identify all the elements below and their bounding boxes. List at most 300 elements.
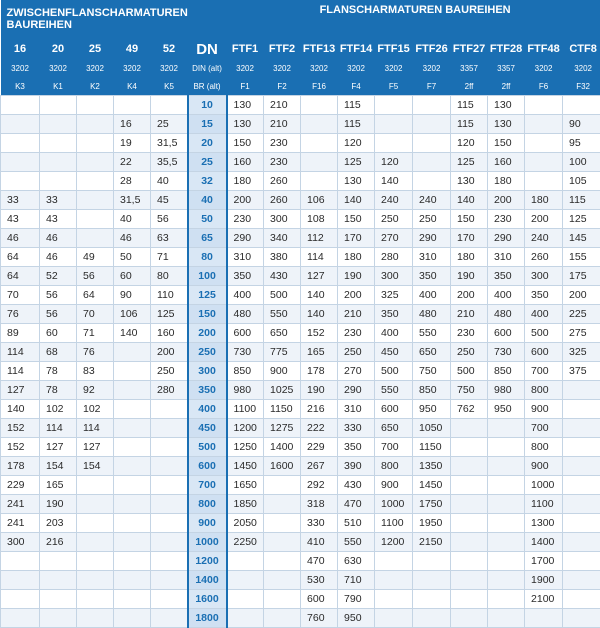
dn-cell: 1200 (188, 552, 227, 571)
table-cell: 160 (151, 324, 188, 343)
table-cell: 375 (563, 362, 600, 381)
table-cell (40, 552, 77, 571)
column-br: BR (alt) (188, 77, 227, 96)
table-cell (413, 590, 451, 609)
table-cell (77, 96, 114, 115)
table-cell: 150 (227, 134, 264, 153)
table-cell: 178 (1, 457, 40, 476)
table-cell: 56 (40, 305, 77, 324)
series-name-row (1, 77, 600, 96)
table-cell: 900 (525, 400, 563, 419)
table-cell: 229 (1, 476, 40, 495)
table-cell: 430 (338, 476, 375, 495)
table-cell: 140 (301, 286, 338, 305)
table-cell: 22 (114, 153, 151, 172)
table-cell (77, 115, 114, 134)
table-row (1, 343, 600, 362)
table-cell (451, 438, 488, 457)
column-din: 3202 (151, 60, 188, 77)
table-cell: 750 (451, 381, 488, 400)
table-cell (114, 438, 151, 457)
table-cell (40, 590, 77, 609)
table-cell (114, 343, 151, 362)
table-row (1, 419, 600, 438)
table-cell (413, 609, 451, 628)
table-cell: 43 (1, 210, 40, 229)
table-cell: 165 (301, 343, 338, 362)
table-cell: 56 (40, 286, 77, 305)
table-cell: 50 (114, 248, 151, 267)
table-cell (227, 571, 264, 590)
table-cell: 240 (413, 191, 451, 210)
table-cell: 1700 (525, 552, 563, 571)
table-cell: 700 (525, 362, 563, 381)
table-cell: 1950 (413, 514, 451, 533)
table-cell: 46 (1, 229, 40, 248)
column-din: 3202 (563, 60, 600, 77)
table-cell: 140 (375, 172, 413, 191)
table-cell: 775 (264, 343, 301, 362)
table-cell: 240 (375, 191, 413, 210)
table-cell (114, 552, 151, 571)
table-cell (563, 381, 600, 400)
table-cell: 31,5 (151, 134, 188, 153)
table-cell (563, 476, 600, 495)
table-cell: 76 (1, 305, 40, 324)
column-code: FTF2 (264, 38, 301, 60)
table-cell: 210 (264, 96, 301, 115)
table-cell (114, 495, 151, 514)
table-cell: 210 (264, 115, 301, 134)
table-cell (40, 134, 77, 153)
table-cell: 180 (525, 191, 563, 210)
table-cell: 33 (40, 191, 77, 210)
table-cell: 530 (301, 571, 338, 590)
column-br: F7 (413, 77, 451, 96)
table-cell: 114 (1, 362, 40, 381)
table-cell: 105 (563, 172, 600, 191)
table-cell: 114 (301, 248, 338, 267)
table-cell (77, 191, 114, 210)
column-din: 3202 (525, 60, 563, 77)
table-cell (40, 172, 77, 191)
table-cell: 1150 (413, 438, 451, 457)
table-cell: 290 (413, 229, 451, 248)
column-br: F6 (525, 77, 563, 96)
table-cell: 78 (40, 362, 77, 381)
table-cell: 152 (301, 324, 338, 343)
table-row (1, 229, 600, 248)
column-code: FTF14 (338, 38, 375, 60)
table-cell: 125 (563, 210, 600, 229)
table-cell (40, 96, 77, 115)
table-cell: 127 (301, 267, 338, 286)
table-cell (77, 609, 114, 628)
column-din: 3202 (1, 60, 40, 77)
table-cell: 125 (451, 153, 488, 172)
table-cell: 600 (525, 343, 563, 362)
table-cell: 290 (338, 381, 375, 400)
table-cell (1, 172, 40, 191)
table-cell (264, 514, 301, 533)
table-cell: 1000 (525, 476, 563, 495)
dn-cell: 1600 (188, 590, 227, 609)
table-cell: 1050 (413, 419, 451, 438)
table-cell: 480 (413, 305, 451, 324)
table-cell (413, 552, 451, 571)
table-cell: 190 (40, 495, 77, 514)
table-cell (151, 476, 188, 495)
dn-cell: 450 (188, 419, 227, 438)
table-cell: 222 (301, 419, 338, 438)
table-cell: 150 (451, 210, 488, 229)
table-cell (1, 590, 40, 609)
table-row (1, 533, 600, 552)
table-cell: 155 (563, 248, 600, 267)
column-br: 2ff (488, 77, 525, 96)
table-cell: 28 (114, 172, 151, 191)
table-cell (488, 533, 525, 552)
table-cell: 1300 (525, 514, 563, 533)
table-cell (375, 571, 413, 590)
group-header-spacer (188, 0, 227, 38)
dn-cell: 350 (188, 381, 227, 400)
table-cell (375, 134, 413, 153)
table-cell: 318 (301, 495, 338, 514)
table-cell: 130 (338, 172, 375, 191)
table-cell: 1100 (525, 495, 563, 514)
table-cell (227, 590, 264, 609)
table-cell: 1025 (264, 381, 301, 400)
dn-cell: 40 (188, 191, 227, 210)
table-cell: 200 (151, 343, 188, 362)
table-cell: 270 (338, 362, 375, 381)
table-cell: 400 (375, 324, 413, 343)
table-cell (151, 609, 188, 628)
table-cell: 16 (114, 115, 151, 134)
dn-cell: 20 (188, 134, 227, 153)
table-cell: 114 (40, 419, 77, 438)
column-br: F2 (264, 77, 301, 96)
table-row (1, 172, 600, 191)
table-cell: 19 (114, 134, 151, 153)
table-cell: 108 (301, 210, 338, 229)
table-cell: 106 (301, 191, 338, 210)
table-cell: 325 (563, 343, 600, 362)
table-cell: 2250 (227, 533, 264, 552)
table-cell: 40 (151, 172, 188, 191)
table-cell: 800 (525, 438, 563, 457)
table-cell (563, 514, 600, 533)
table-cell: 300 (525, 267, 563, 286)
table-cell (413, 134, 451, 153)
table-cell: 480 (488, 305, 525, 324)
table-row (1, 571, 600, 590)
table-cell (227, 552, 264, 571)
table-cell (413, 571, 451, 590)
table-cell: 710 (338, 571, 375, 590)
table-cell: 300 (375, 267, 413, 286)
table-cell: 60 (40, 324, 77, 343)
table-cell: 310 (413, 248, 451, 267)
table-cell (451, 590, 488, 609)
column-code: FTF28 (488, 38, 525, 60)
table-cell: 650 (264, 324, 301, 343)
table-cell (451, 457, 488, 476)
column-code: FTF48 (525, 38, 563, 60)
table-cell: 350 (413, 267, 451, 286)
table-cell: 380 (264, 248, 301, 267)
table-cell: 120 (375, 153, 413, 172)
table-cell: 200 (525, 210, 563, 229)
table-cell (40, 115, 77, 134)
table-cell: 850 (227, 362, 264, 381)
table-cell: 1900 (525, 571, 563, 590)
table-cell: 152 (1, 438, 40, 457)
table-cell: 112 (301, 229, 338, 248)
table-cell: 56 (77, 267, 114, 286)
table-cell: 390 (338, 457, 375, 476)
table-cell (488, 514, 525, 533)
table-cell: 267 (301, 457, 338, 476)
table-cell (114, 609, 151, 628)
dn-cell: 200 (188, 324, 227, 343)
table-cell: 650 (413, 343, 451, 362)
table-cell: 115 (451, 96, 488, 115)
table-cell: 130 (488, 115, 525, 134)
column-br: K5 (151, 77, 188, 96)
table-row (1, 210, 600, 229)
table-cell: 250 (151, 362, 188, 381)
dn-cell: 50 (188, 210, 227, 229)
table-cell (264, 609, 301, 628)
table-cell (40, 153, 77, 172)
table-cell: 600 (488, 324, 525, 343)
table-cell: 64 (1, 248, 40, 267)
column-din: 3202 (375, 60, 413, 77)
table-cell: 950 (338, 609, 375, 628)
dn-cell: 800 (188, 495, 227, 514)
table-cell (563, 438, 600, 457)
table-cell: 160 (488, 153, 525, 172)
table-row (1, 552, 600, 571)
column-din: 3202 (413, 60, 451, 77)
table-cell: 120 (451, 134, 488, 153)
table-cell: 260 (525, 248, 563, 267)
table-cell: 730 (227, 343, 264, 362)
table-cell: 800 (525, 381, 563, 400)
table-cell (563, 495, 600, 514)
table-cell (77, 590, 114, 609)
table-cell (114, 362, 151, 381)
column-code: DN (188, 38, 227, 60)
table-cell: 300 (264, 210, 301, 229)
table-cell: 216 (301, 400, 338, 419)
table-cell: 46 (114, 229, 151, 248)
table-cell: 70 (1, 286, 40, 305)
column-br: F16 (301, 77, 338, 96)
dn-cell: 25 (188, 153, 227, 172)
column-din: 3202 (40, 60, 77, 77)
table-cell: 400 (413, 286, 451, 305)
table-cell: 400 (488, 286, 525, 305)
table-cell: 292 (301, 476, 338, 495)
table-cell (375, 115, 413, 134)
dn-cell: 100 (188, 267, 227, 286)
table-cell: 100 (563, 153, 600, 172)
group-header-flansch: FLANSCHARMATUREN BAUREIHEN (227, 0, 600, 38)
dn-cell: 10 (188, 96, 227, 115)
table-cell (114, 400, 151, 419)
table-cell (301, 134, 338, 153)
table-cell: 250 (451, 343, 488, 362)
table-cell (114, 381, 151, 400)
table-cell: 190 (338, 267, 375, 286)
table-cell (301, 96, 338, 115)
column-br: K3 (1, 77, 40, 96)
table-cell: 190 (301, 381, 338, 400)
table-cell: 130 (451, 172, 488, 191)
table-cell (1, 115, 40, 134)
table-cell: 430 (264, 267, 301, 286)
table-cell: 230 (264, 134, 301, 153)
table-cell: 250 (338, 343, 375, 362)
column-br: F5 (375, 77, 413, 96)
table-cell (525, 153, 563, 172)
column-br: F1 (227, 77, 264, 96)
table-cell (525, 609, 563, 628)
table-row (1, 514, 600, 533)
table-cell (451, 552, 488, 571)
dn-cell: 600 (188, 457, 227, 476)
table-cell: 260 (264, 191, 301, 210)
table-cell (451, 495, 488, 514)
table-cell: 154 (40, 457, 77, 476)
table-cell: 550 (413, 324, 451, 343)
table-cell: 60 (114, 267, 151, 286)
table-cell (1, 609, 40, 628)
table-row (1, 438, 600, 457)
table-cell: 1150 (264, 400, 301, 419)
table-cell: 127 (1, 381, 40, 400)
table-cell: 630 (338, 552, 375, 571)
table-cell: 350 (227, 267, 264, 286)
table-cell (151, 419, 188, 438)
table-cell: 180 (338, 248, 375, 267)
table-cell (451, 419, 488, 438)
column-br: K1 (40, 77, 77, 96)
table-cell (151, 552, 188, 571)
table-cell: 550 (264, 305, 301, 324)
table-cell: 31,5 (114, 191, 151, 210)
table-cell (563, 96, 600, 115)
column-code: FTF26 (413, 38, 451, 60)
dn-cell: 700 (188, 476, 227, 495)
series-code-row (1, 38, 600, 60)
column-code: 16 (1, 38, 40, 60)
table-cell (151, 96, 188, 115)
table-cell: 600 (227, 324, 264, 343)
table-cell: 145 (563, 229, 600, 248)
table-cell: 1250 (227, 438, 264, 457)
table-cell: 114 (77, 419, 114, 438)
table-cell (227, 609, 264, 628)
table-cell: 180 (488, 172, 525, 191)
table-cell: 52 (40, 267, 77, 286)
table-cell (563, 419, 600, 438)
table-cell: 250 (375, 210, 413, 229)
table-row (1, 609, 600, 628)
table-cell: 152 (1, 419, 40, 438)
table-cell: 35,5 (151, 153, 188, 172)
table-cell: 980 (488, 381, 525, 400)
table-cell: 46 (40, 248, 77, 267)
table-cell: 550 (375, 381, 413, 400)
table-cell: 89 (1, 324, 40, 343)
table-cell: 900 (264, 362, 301, 381)
table-row (1, 267, 600, 286)
table-cell: 340 (264, 229, 301, 248)
table-cell: 216 (40, 533, 77, 552)
table-cell: 63 (151, 229, 188, 248)
table-cell: 92 (77, 381, 114, 400)
table-cell: 210 (451, 305, 488, 324)
table-cell: 1400 (525, 533, 563, 552)
table-cell (264, 571, 301, 590)
table-cell (264, 590, 301, 609)
table-cell: 200 (563, 286, 600, 305)
table-cell: 700 (375, 438, 413, 457)
table-cell: 200 (338, 286, 375, 305)
table-row (1, 191, 600, 210)
table-cell: 550 (338, 533, 375, 552)
table-cell (488, 495, 525, 514)
table-row (1, 248, 600, 267)
table-row (1, 381, 600, 400)
table-cell (40, 609, 77, 628)
table-cell (151, 457, 188, 476)
dn-cell: 15 (188, 115, 227, 134)
table-cell: 790 (338, 590, 375, 609)
table-cell (114, 419, 151, 438)
table-cell (413, 96, 451, 115)
table-cell: 78 (40, 381, 77, 400)
table-cell (488, 476, 525, 495)
table-cell: 760 (301, 609, 338, 628)
table-cell: 350 (338, 438, 375, 457)
table-cell: 102 (40, 400, 77, 419)
column-br: F4 (338, 77, 375, 96)
table-cell: 120 (338, 134, 375, 153)
table-cell: 900 (525, 457, 563, 476)
table-cell (525, 134, 563, 153)
table-cell: 1000 (375, 495, 413, 514)
table-row (1, 400, 600, 419)
column-br: K2 (77, 77, 114, 96)
table-cell: 1100 (227, 400, 264, 419)
table-cell: 750 (413, 362, 451, 381)
column-din: 3202 (77, 60, 114, 77)
column-code: 25 (77, 38, 114, 60)
table-cell (114, 457, 151, 476)
table-cell (114, 476, 151, 495)
table-cell: 350 (525, 286, 563, 305)
table-cell: 90 (563, 115, 600, 134)
table-cell: 140 (451, 191, 488, 210)
table-cell: 225 (563, 305, 600, 324)
table-cell (264, 476, 301, 495)
column-code: CTF8 (563, 38, 600, 60)
